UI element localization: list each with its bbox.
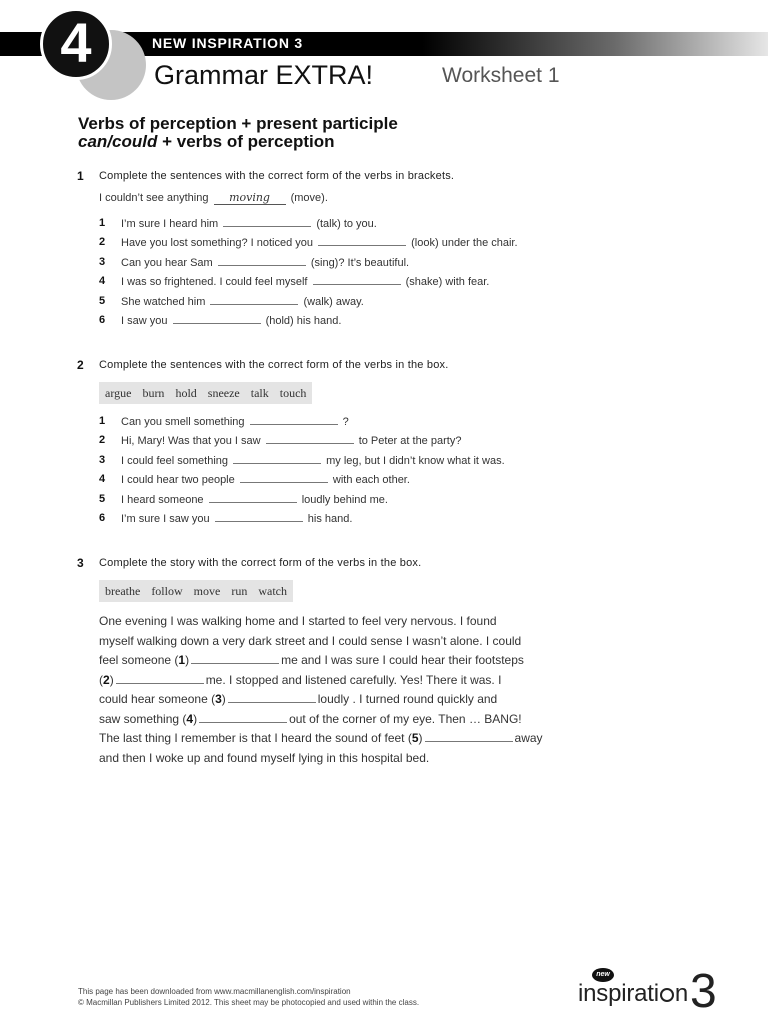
item-text [121, 275, 489, 288]
logo-wordmark [578, 980, 688, 1008]
item-number: 4 [99, 275, 106, 288]
item-text-before: I’m sure I saw you [121, 513, 210, 525]
answer-blank[interactable] [218, 256, 306, 266]
answer-blank[interactable] [173, 314, 261, 324]
story-line [99, 710, 559, 730]
box-word: run [231, 583, 248, 598]
story-fragment: saw something ( [99, 711, 187, 726]
box-word: move [193, 583, 221, 598]
section-title-line1: Verbs of perception + present participle [78, 114, 398, 133]
section-title-italic: can/could [78, 132, 158, 151]
item-text [121, 512, 352, 525]
item-text [121, 415, 349, 428]
item-number: 6 [99, 314, 106, 326]
answer-blank[interactable] [233, 454, 321, 464]
item-number: 1 [99, 415, 106, 427]
section-title-line2 [78, 132, 335, 152]
answer-blank[interactable] [240, 473, 328, 483]
box-word: breathe [105, 583, 141, 598]
footer-download-note: This page has been downloaded from www.macmillanenglish.com/inspiration [78, 987, 351, 996]
series-title: NEW INSPIRATION 3 [152, 35, 304, 51]
gap-number: 1 [178, 653, 186, 667]
story-fragment: away [514, 731, 543, 745]
exercise-2-instruction: Complete the sentences with the correct form of the verbs in the box. [99, 359, 449, 371]
item-text-before: Can you smell something [121, 416, 245, 428]
exercise-1-instruction: Complete the sentences with the correct form of the verbs in brackets. [99, 170, 455, 182]
item-text-after: loudly behind me. [301, 493, 388, 506]
item-text-after: (hold) his hand. [265, 315, 342, 327]
item-text-before: Have you lost something? I noticed you [121, 237, 314, 250]
box-word: argue [105, 385, 132, 400]
item-text [121, 236, 518, 249]
story-fragment: loudly . I turned round quickly and [317, 692, 498, 706]
exercise-1-number: 1 [77, 169, 84, 183]
answer-blank[interactable] [318, 236, 406, 246]
item-number: 5 [99, 492, 106, 505]
story-line: and then I woke up and found myself lying in this hospital bed. [99, 750, 430, 765]
example-text-after: (move). [290, 192, 328, 204]
item-number: 4 [99, 473, 106, 486]
exercise-3-instruction: Complete the story with the correct form of the verbs in the box. [99, 557, 422, 569]
worksheet-label: Worksheet 1 [442, 64, 560, 87]
item-text [121, 217, 377, 230]
example-answer: moving [214, 192, 286, 205]
logo-digit: 3 [690, 965, 717, 1018]
story-line: myself walking down a very dark street and I could sense I wasn’t alone. I could [99, 633, 522, 648]
item-text-after: his hand. [307, 513, 353, 525]
answer-blank[interactable] [266, 434, 354, 444]
exercise-2-word-box [99, 382, 312, 404]
story-fragment: feel someone ( [99, 653, 179, 667]
story-line [99, 651, 559, 671]
exercise-3-word-box [99, 580, 293, 602]
answer-blank[interactable] [210, 295, 298, 305]
exercise-3-number: 3 [77, 556, 84, 570]
item-text [121, 295, 364, 308]
answer-blank[interactable] [313, 275, 401, 285]
item-text-after: my leg, but I didn’t know what it was. [326, 454, 505, 467]
item-text [121, 434, 461, 447]
logo-word-start: inspirati [578, 980, 659, 1007]
item-text [121, 256, 409, 269]
box-word: watch [258, 583, 287, 598]
box-word: hold [175, 385, 197, 400]
answer-blank[interactable] [215, 512, 303, 522]
box-word: follow [151, 583, 183, 598]
box-word: touch [279, 385, 307, 400]
story-fragment: ) [418, 731, 423, 745]
inspiration-logo [578, 965, 728, 1018]
story-line: One evening I was walking home and I started to feel very nervous. I found [99, 614, 497, 628]
box-word: talk [250, 385, 269, 400]
new-badge: new [592, 968, 614, 982]
answer-blank[interactable] [191, 654, 279, 664]
story-fragment: ) [193, 711, 198, 726]
gap-number: 2 [103, 672, 110, 687]
item-text-after: (talk) to you. [316, 218, 377, 230]
item-text [121, 454, 505, 467]
item-text-before: I’m sure I heard him [121, 218, 219, 230]
item-number: 3 [99, 453, 106, 466]
story-fragment: me. I stopped and listened carefully. Yes! There it was. I [205, 672, 502, 687]
answer-blank[interactable] [116, 674, 204, 684]
box-word: sneeze [207, 385, 240, 400]
logo-gear-o-icon [660, 988, 674, 1002]
story-text [99, 612, 559, 768]
story-line [99, 671, 559, 691]
item-number: 3 [99, 255, 106, 268]
item-text [121, 473, 410, 486]
item-text-before: Can you hear Sam [121, 256, 213, 269]
footer [78, 986, 419, 1008]
answer-blank[interactable] [199, 713, 287, 723]
answer-blank[interactable] [250, 415, 338, 425]
story-fragment: ) [221, 692, 226, 706]
item-text-before: I heard someone [121, 493, 204, 506]
item-text-before: I could feel something [121, 454, 229, 467]
story-fragment: out of the corner of my eye. Then … BANG! [289, 711, 522, 726]
gap-number: 3 [215, 692, 222, 706]
story-fragment: ( [99, 672, 103, 687]
story-fragment: could hear someone ( [99, 692, 216, 706]
story-fragment: The last thing I remember is that I heard the sound of feet ( [99, 731, 412, 745]
item-text [121, 314, 341, 327]
item-text-after: (look) under the chair. [411, 237, 518, 250]
story-line [99, 690, 559, 710]
item-text-before: Hi, Mary! Was that you I saw [121, 435, 261, 448]
answer-blank[interactable] [223, 217, 311, 227]
gap-number: 5 [411, 731, 419, 745]
item-text-before: I saw you [121, 315, 168, 327]
logo-word-end: n [674, 980, 689, 1007]
item-number: 6 [99, 512, 106, 524]
story-line [99, 729, 559, 749]
gap-number: 4 [186, 711, 194, 726]
item-text-after: (shake) with fear. [405, 276, 490, 289]
item-text-before: She watched him [121, 295, 206, 308]
item-text-after: to Peter at the party? [358, 435, 462, 448]
item-text-after: (sing)? It’s beautiful. [310, 256, 410, 269]
answer-blank[interactable] [209, 493, 297, 503]
answer-blank[interactable] [425, 732, 513, 742]
item-number: 2 [99, 434, 106, 447]
item-number: 2 [99, 236, 106, 249]
item-text [121, 493, 388, 506]
story-fragment: me and I was sure I could hear their footsteps [281, 653, 524, 667]
answer-blank[interactable] [228, 693, 316, 703]
story-fragment: ) [109, 672, 114, 687]
item-text-after: ? [342, 416, 349, 428]
item-text-before: I was so frightened. I could feel myself [121, 276, 308, 289]
box-word: burn [142, 385, 165, 400]
exercise-1-example [99, 192, 328, 205]
item-text-before: I could hear two people [121, 474, 235, 487]
item-text-after: (walk) away. [303, 295, 364, 308]
section-title-rest: + verbs of perception [157, 132, 335, 151]
item-number: 5 [99, 294, 106, 307]
item-text-after: with each other. [332, 474, 410, 487]
story-fragment: ) [185, 653, 190, 667]
footer-copyright: © Macmillan Publishers Limited 2012. This sheet may be photocopied and used within the class. [78, 998, 420, 1007]
item-number: 1 [99, 217, 106, 229]
unit-number-badge: 4 [40, 8, 112, 80]
page-title: Grammar EXTRA! [154, 60, 374, 90]
example-text-before: I couldn’t see anything [99, 192, 209, 204]
exercise-2-number: 2 [77, 358, 84, 372]
